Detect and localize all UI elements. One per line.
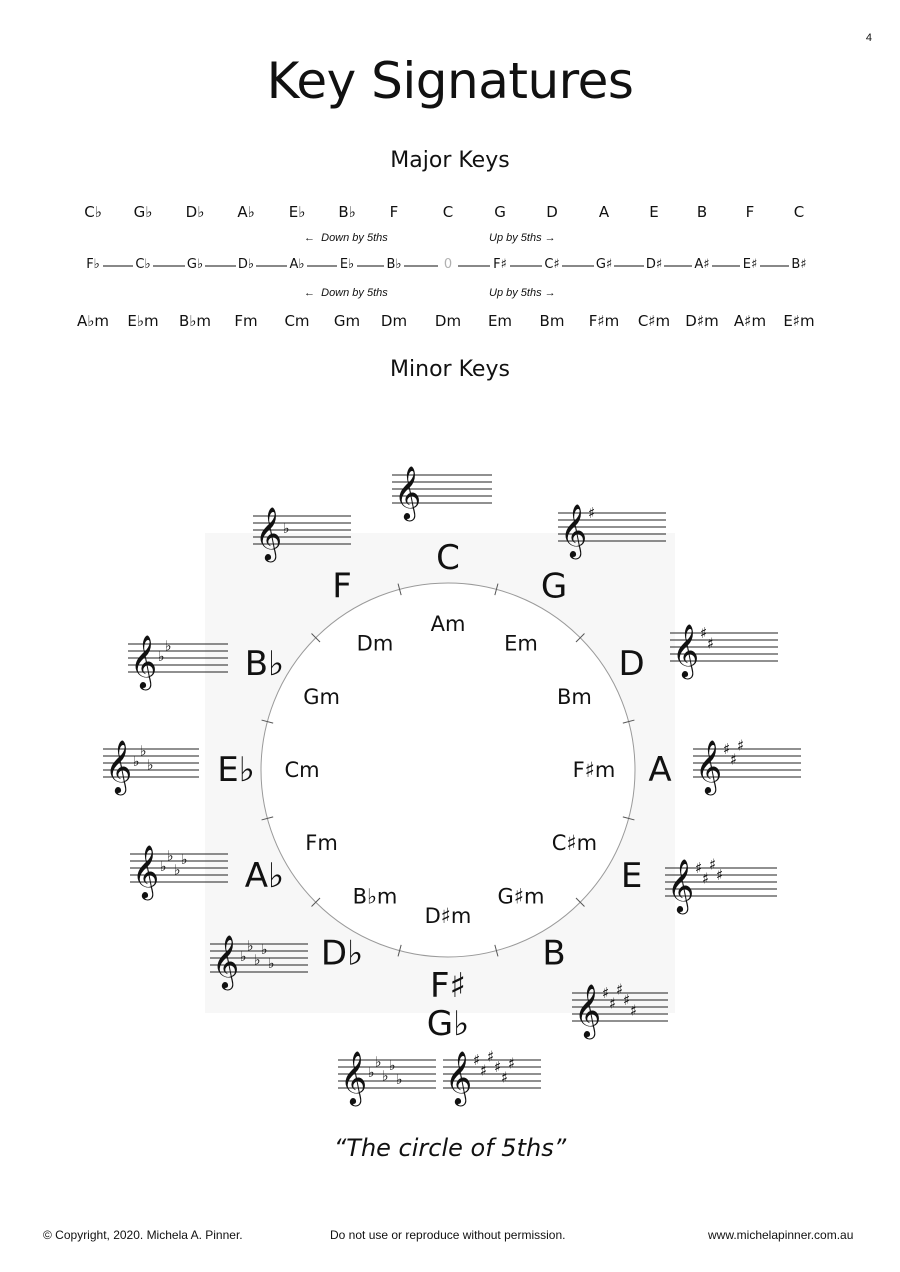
flat-icon: ♭ — [396, 1072, 403, 1088]
treble-clef-icon: 𝄞 — [130, 634, 158, 688]
key-signature-staff-sharps — [443, 1048, 541, 1107]
page-number: 4 — [865, 32, 872, 44]
major-key-label: C♭ — [84, 203, 102, 221]
circle-major-key: E — [620, 856, 643, 896]
treble-clef-icon: 𝄞 — [672, 623, 700, 677]
minor-key-label: A♯m — [733, 312, 767, 330]
circle-major-key: G — [540, 566, 568, 607]
major-keys-heading: Major Keys — [390, 148, 510, 173]
minor-key-label: Cm — [284, 312, 310, 330]
key-signature-staff-flats — [103, 739, 199, 795]
major-key-label: F — [389, 203, 399, 221]
circle-major-key: D♭ — [320, 933, 364, 974]
circle-major-key: E♭ — [217, 750, 255, 790]
circle-minor-key: Gm — [303, 685, 340, 709]
minor-key-label: Dm — [434, 312, 462, 330]
circle-major-key: A — [648, 750, 672, 790]
circle-major-key: B — [542, 933, 566, 974]
major-key-label: F — [745, 203, 755, 221]
key-signature-staff-sharps — [693, 737, 801, 796]
flat-icon: ♭ — [254, 952, 261, 969]
circle-minor-key: Cm — [284, 758, 320, 782]
accidental-label: E♯ — [742, 257, 758, 272]
flat-icon: ♭ — [283, 521, 290, 537]
major-key-label: E — [649, 203, 659, 221]
accidental-label: 0 — [443, 257, 453, 272]
accidental-label: F♯ — [493, 257, 507, 272]
circle-major-key: B♭ — [244, 644, 285, 684]
minor-key-label: Bm — [539, 312, 565, 330]
circle-minor-key: Am — [430, 612, 466, 636]
sharp-icon: ♯ — [623, 991, 631, 1009]
sharp-icon: ♯ — [695, 859, 703, 877]
sharp-icon: ♯ — [473, 1051, 481, 1069]
major-key-label: D♭ — [185, 203, 205, 221]
flat-icon: ♭ — [133, 754, 140, 770]
sharp-icon: ♯ — [700, 624, 708, 642]
flat-icon: ♭ — [147, 757, 154, 774]
key-signature-staff-sharps — [670, 623, 778, 679]
circle-major-key: D — [618, 644, 645, 684]
accidental-label: A♯ — [694, 257, 710, 272]
major-key-label: B — [696, 203, 708, 221]
down-by-fifths-label-bottom: ← Down by 5ths — [304, 287, 388, 299]
treble-clef-icon: 𝄞 — [667, 858, 695, 912]
key-signature-staff-flats — [338, 1050, 436, 1106]
major-key-label: G — [494, 203, 506, 221]
flat-icon: ♭ — [389, 1058, 396, 1074]
circle-minor-key: G♯m — [497, 884, 545, 909]
treble-clef-icon: 𝄞 — [105, 739, 133, 793]
treble-clef-icon: 𝄞 — [132, 844, 160, 898]
accidental-label: C♭ — [135, 257, 151, 272]
right-arrow-icon: → — [544, 232, 556, 244]
treble-clef-icon: 𝄞 — [212, 934, 240, 988]
treble-clef-icon: 𝄞 — [340, 1050, 368, 1104]
sharp-icon: ♯ — [494, 1058, 502, 1076]
minor-key-label: D♯m — [685, 312, 719, 330]
flat-icon: ♭ — [375, 1054, 382, 1071]
circle-minor-key: F♯m — [572, 758, 616, 782]
minor-key-label: B♭m — [179, 312, 211, 330]
treble-clef-icon: 𝄞 — [445, 1050, 473, 1104]
flat-icon: ♭ — [240, 949, 247, 965]
flat-icon: ♭ — [160, 859, 167, 875]
sharp-icon: ♯ — [730, 750, 738, 769]
circle-minor-key: C♯m — [551, 831, 598, 855]
flat-icon: ♭ — [368, 1065, 375, 1081]
sharp-icon: ♯ — [588, 504, 596, 522]
minor-key-label: Em — [487, 312, 513, 330]
minor-key-label: Dm — [380, 312, 408, 330]
minor-key-label: Gm — [333, 312, 361, 330]
major-key-label: E♭ — [288, 203, 306, 221]
permission-notice: Do not use or reproduce without permission. — [330, 1228, 566, 1242]
circle-minor-key: B♭m — [352, 884, 398, 909]
up-by-fifths-label-top: Up by 5ths → — [489, 232, 556, 244]
accidental-label: B♭ — [386, 257, 402, 272]
flat-icon: ♭ — [140, 743, 147, 760]
accidental-label: D♯ — [645, 257, 663, 272]
sharp-icon: ♯ — [716, 866, 724, 884]
flat-icon: ♭ — [268, 956, 275, 972]
sharp-icon: ♯ — [630, 1001, 638, 1020]
major-key-label: D — [546, 203, 558, 221]
accidental-label: E♭ — [339, 257, 355, 272]
circle-minor-key: Bm — [557, 685, 592, 709]
up-by-fifths-label-bottom: Up by 5ths → — [489, 287, 556, 299]
down-by-fifths-label-top: ← Down by 5ths — [304, 232, 388, 244]
minor-key-label: E♭m — [127, 312, 159, 330]
sharp-icon: ♯ — [508, 1054, 516, 1073]
treble-clef-icon: 𝄞 — [574, 983, 602, 1037]
chain-connector-lines — [0, 255, 900, 277]
website-link[interactable]: www.michelapinner.com.au — [708, 1228, 854, 1242]
treble-clef-icon: 𝄞 — [560, 503, 588, 557]
flat-icon: ♭ — [382, 1068, 389, 1085]
major-key-label: C — [793, 203, 805, 221]
circle-caption: “The circle of 5ths” — [333, 1134, 567, 1162]
circle-major-key: C — [436, 538, 460, 578]
circle-minor-key: Dm — [356, 631, 394, 656]
page-title: Key Signatures — [266, 52, 634, 110]
sharp-icon: ♯ — [709, 855, 717, 874]
flat-icon: ♭ — [261, 942, 268, 958]
sharp-icon: ♯ — [501, 1068, 509, 1087]
accidental-label: D♭ — [237, 257, 255, 272]
accidental-label: G♭ — [186, 257, 204, 272]
sharp-icon: ♯ — [609, 994, 617, 1013]
accidental-label: A♭ — [289, 257, 305, 272]
circle-major-key: A♭ — [244, 856, 285, 896]
sharp-icon: ♯ — [480, 1061, 488, 1080]
major-key-label: B♭ — [338, 203, 356, 221]
sharp-icon: ♯ — [723, 740, 731, 758]
flat-icon: ♭ — [174, 862, 181, 879]
accidental-label: C♯ — [544, 257, 560, 272]
circle-major-key: F — [332, 566, 352, 607]
sharp-icon: ♯ — [616, 980, 624, 999]
copyright-text: © Copyright, 2020. Michela A. Pinner. — [43, 1228, 243, 1242]
circle-minor-key: Em — [504, 631, 538, 656]
accidental-label: G♯ — [595, 257, 613, 272]
accidental-label: F♭ — [86, 257, 100, 272]
circle-minor-key: Fm — [305, 831, 338, 855]
flat-icon: ♭ — [247, 938, 254, 955]
sharp-icon: ♯ — [602, 984, 610, 1002]
right-arrow-icon: → — [544, 287, 556, 299]
flat-icon: ♭ — [165, 638, 172, 655]
flat-icon: ♭ — [158, 649, 165, 665]
major-key-label: A♭ — [237, 203, 255, 221]
key-signature-staff-sharps — [665, 856, 777, 915]
major-key-label: A — [598, 203, 610, 221]
minor-key-label: A♭m — [77, 312, 109, 330]
minor-key-label: F♯m — [588, 312, 620, 330]
minor-key-label: E♯m — [783, 312, 815, 330]
left-arrow-icon: ← — [304, 232, 315, 244]
sharp-icon: ♯ — [707, 634, 715, 653]
flat-icon: ♭ — [167, 848, 174, 865]
sharp-icon: ♯ — [737, 736, 745, 755]
treble-clef-icon: 𝄞 — [255, 506, 283, 560]
left-arrow-icon: ← — [304, 287, 315, 299]
key-signature-staff-natural — [392, 465, 492, 521]
major-key-label: G♭ — [133, 203, 153, 221]
sharp-icon: ♯ — [702, 869, 710, 888]
minor-key-label: Fm — [234, 312, 258, 330]
minor-keys-heading: Minor Keys — [390, 357, 510, 382]
circle-minor-key: D♯m — [424, 904, 472, 928]
sharp-icon: ♯ — [487, 1047, 495, 1066]
treble-clef-icon: 𝄞 — [695, 739, 723, 793]
flat-icon: ♭ — [181, 852, 188, 868]
circle-major-key-enharmonic: G♭ — [426, 1004, 470, 1044]
circle-major-key: F♯ — [429, 966, 467, 1006]
accidental-label: B♯ — [791, 257, 807, 272]
major-key-label: C — [442, 203, 454, 221]
minor-key-label: C♯m — [637, 312, 671, 330]
circle-of-fifths-diagram — [0, 440, 900, 1120]
treble-clef-icon: 𝄞 — [394, 465, 422, 519]
